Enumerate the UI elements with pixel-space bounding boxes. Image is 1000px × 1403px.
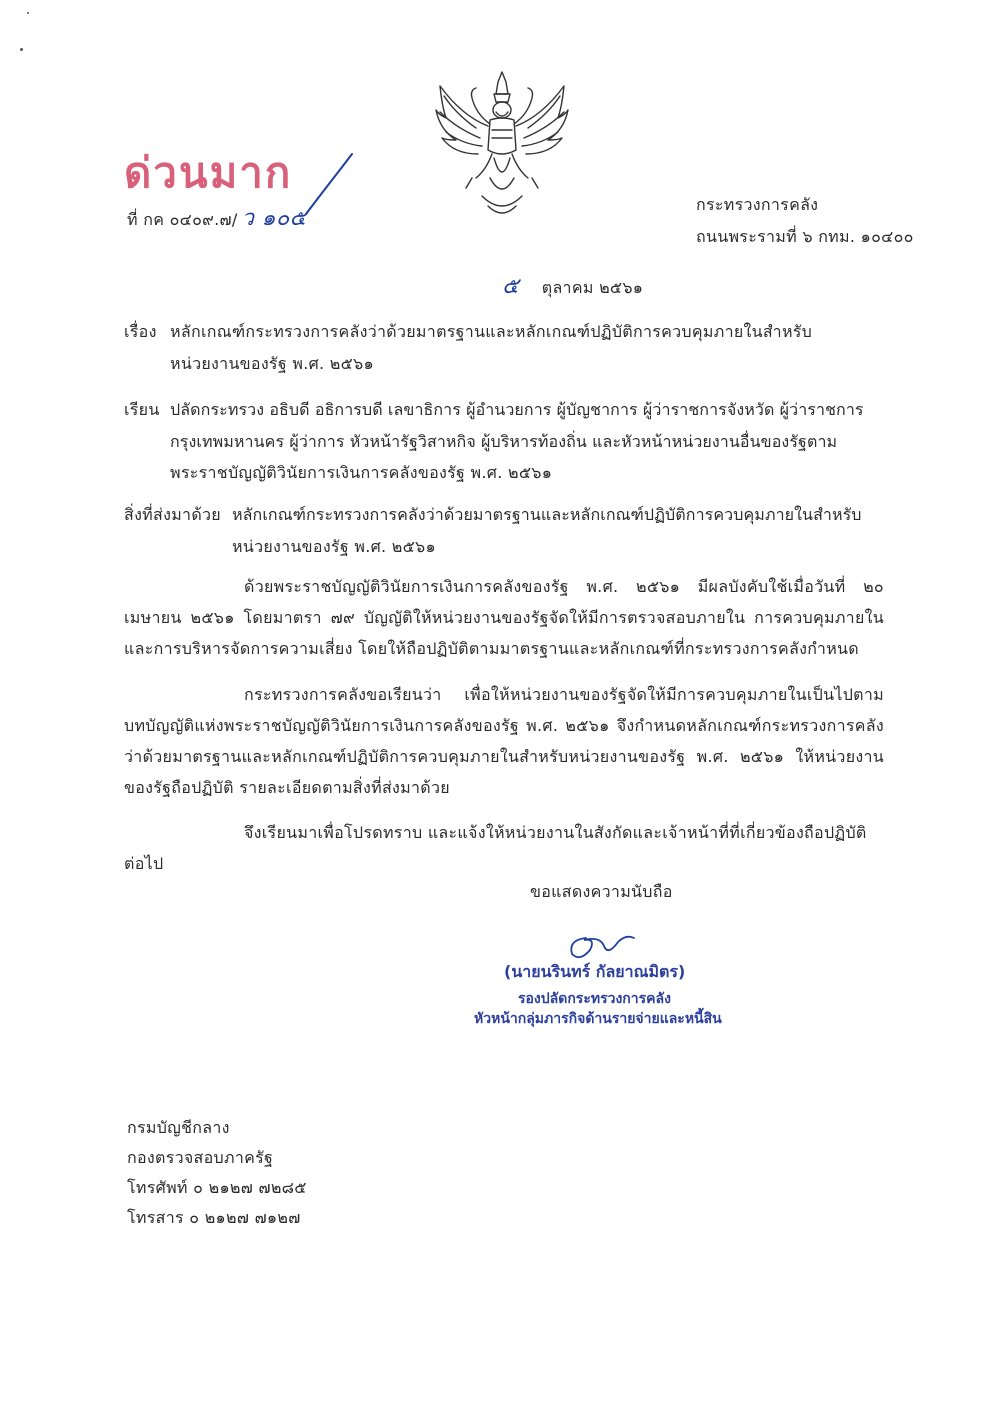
date-month-year: ตุลาคม ๒๕๖๑	[541, 278, 644, 297]
signature-image	[560, 928, 640, 964]
recipient-line-2: กรุงเทพมหานคร ผู้ว่าการ หัวหน้ารัฐวิสาหกิจ ผู้บริหารท้องถิ่น และหัวหน้าหน่วยงานอื่นของรัฐตาม	[170, 432, 838, 451]
footer-division: กองตรวจสอบภาครัฐ	[127, 1148, 274, 1167]
org-name: กระทรวงการคลัง	[696, 195, 819, 214]
pen-stroke	[300, 150, 356, 220]
subject-line-1: หลักเกณฑ์กระทรวงการคลังว่าด้วยมาตรฐานและหลักเกณฑ์ปฏิบัติการควบคุมภายในสำหรับ	[170, 322, 813, 341]
enclosure-label: สิ่งที่ส่งมาด้วย	[124, 505, 221, 524]
scan-speck	[27, 12, 29, 14]
closing-salutation: ขอแสดงความนับถือ	[530, 882, 673, 901]
signer-title-2: หัวหน้ากลุ่มภารกิจด้านรายจ่ายและหนี้สิน	[474, 1011, 722, 1027]
date-day-handwritten: ๕	[502, 274, 519, 299]
signer-title-1: รองปลัดกระทรวงการคลัง	[518, 991, 671, 1007]
scan-speck	[20, 48, 23, 51]
org-address: ถนนพระรามที่ ๖ กทม. ๑๐๔๐๐	[696, 227, 914, 246]
recipient-line-1: ปลัดกระทรวง อธิบดี อธิการบดี เลขาธิการ ผู้อำนวยการ ผู้บัญชาการ ผู้ว่าราชการจังหวัด ผู้ว่าราชการ	[170, 400, 864, 419]
enclosure-line-2: หน่วยงานของรัฐ พ.ศ. ๒๕๖๑	[232, 537, 436, 556]
signer-name: (นายนรินทร์ กัลยาณมิตร)	[504, 962, 686, 981]
recipient-line-3: พระราชบัญญัติวินัยการเงินการคลังของรัฐ พ.ศ. ๒๕๖๑	[170, 463, 553, 482]
footer-department: กรมบัญชีกลาง	[127, 1118, 230, 1137]
body-paragraph-1: ด้วยพระราชบัญญัติวินัยการเงินการคลังของรัฐ พ.ศ. ๒๕๖๑ มีผลบังคับใช้เมื่อวันที่ ๒๐ เมษายน ๒๕๖๑ โดยมาตรา ๗๙ บัญญัติให้หน่วยงานของรัฐจัดให้มีการตรวจสอบภายใน การควบคุมภายในและการบริหารจัดการความเสี่ยง โดยให้ถือปฏิบัติตามมาตรฐานและหลักเกณฑ์ที่กระทรวงการคลังกำหนด	[124, 577, 884, 658]
recipient-label: เรียน	[124, 400, 160, 419]
subject-line-2: หน่วยงานของรัฐ พ.ศ. ๒๕๖๑	[170, 354, 374, 373]
garuda-emblem-icon	[432, 66, 572, 222]
footer-phone: โทรศัพท์ ๐ ๒๑๒๗ ๗๒๘๕	[127, 1178, 307, 1197]
reference-number	[127, 200, 306, 235]
subject-label: เรื่อง	[124, 322, 157, 341]
footer-fax: โทรสาร ๐ ๒๑๒๗ ๗๑๒๗	[127, 1208, 301, 1227]
letter-date	[502, 268, 643, 303]
body-paragraph-3: จึงเรียนมาเพื่อโปรดทราบ และแจ้งให้หน่วยงานในสังกัดและเจ้าหน้าที่ที่เกี่ยวข้องถือปฏิบัติต่อไป	[124, 823, 867, 873]
reference-prefix: ที่ กค ๐๔๐๙.๗/	[127, 210, 238, 229]
reference-handwritten-number: ว ๑๐๕	[241, 206, 307, 231]
body-paragraph-2: กระทรวงการคลังขอเรียนว่า เพื่อให้หน่วยงานของรัฐจัดให้มีการควบคุมภายในเป็นไปตามบทบัญญัติแห่งพระราชบัญญัติวินัยการเงินการคลังของรัฐ พ.ศ. ๒๕๖๑ จึงกำหนดหลักเกณฑ์กระทรวงการคลังว่าด้วยมาตรฐานและหลักเกณฑ์ปฏิบัติการควบคุมภายในสำหรับหน่วยงานของรัฐ พ.ศ. ๒๕๖๑ ให้หน่วยงานของรัฐถือปฏิบัติ รายละเอียดตามสิ่งที่ส่งมาด้วย	[124, 685, 884, 797]
enclosure-line-1: หลักเกณฑ์กระทรวงการคลังว่าด้วยมาตรฐานและหลักเกณฑ์ปฏิบัติการควบคุมภายในสำหรับ	[232, 505, 862, 524]
urgency-stamp: ด่วนมาก	[124, 148, 293, 197]
